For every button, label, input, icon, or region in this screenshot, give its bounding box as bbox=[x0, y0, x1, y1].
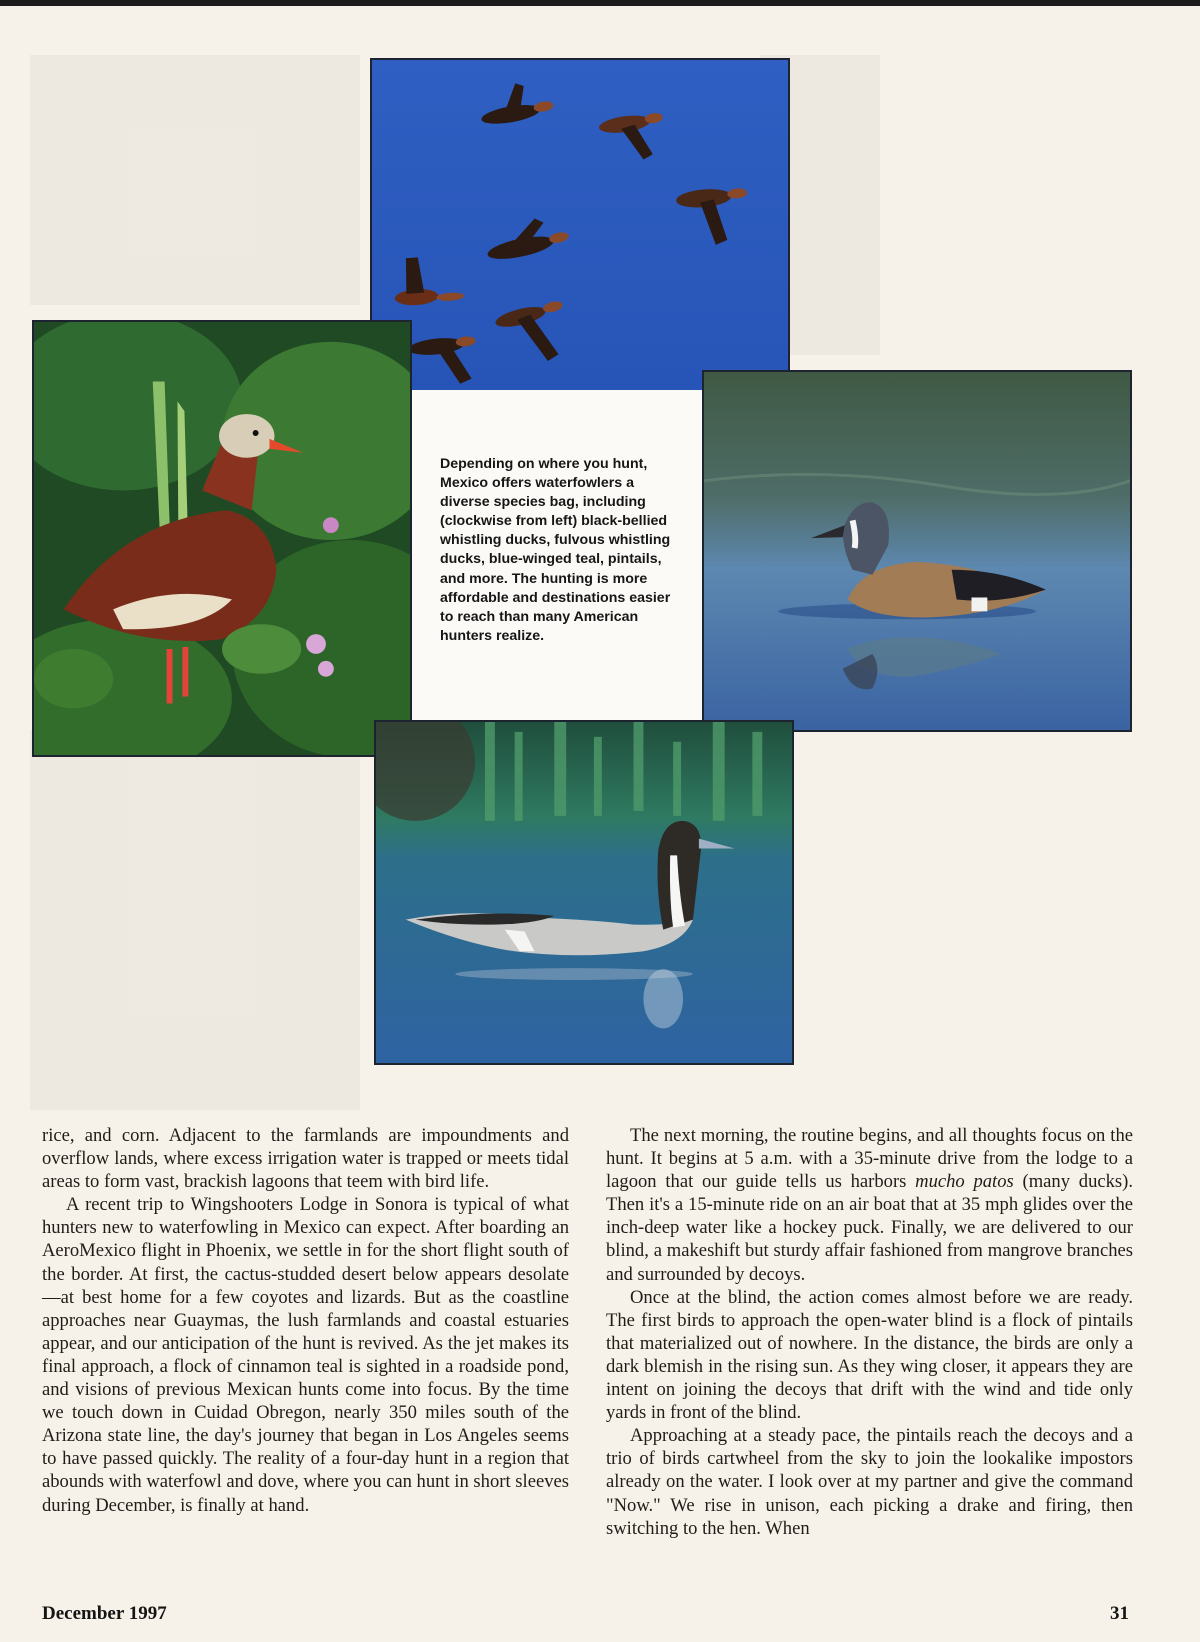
blue-winged-teal-image bbox=[704, 372, 1130, 730]
footer-date: December 1997 bbox=[42, 1603, 167, 1624]
photo-caption: Depending on where you hunt, Mexico offers waterfowlers a diverse species bag, including (clockwise from left) black-bellied whistling ducks, fulvous whistling ducks, blue-winged teal, pintails, and more. The hunting is more affordable and destinations easier to reach than many American hunters realize. bbox=[440, 456, 671, 644]
text-run: The next morning, the routine begins, and all thoughts focus on the hunt. It begins at 5 a.m. with a 35-minute drive from the lodge to a lagoon that our guide tells us harbors bbox=[606, 1125, 1133, 1193]
body-paragraph bbox=[606, 1124, 1133, 1286]
photo-fulvous-whistling-ducks bbox=[370, 58, 790, 393]
photo-black-bellied-whistling-duck bbox=[32, 320, 412, 757]
body-paragraph: Once at the blind, the action comes almost before we are ready. The first birds to approach the open-water blind is a flock of pintails that materialized out of nowhere. In the distance, the birds are only a dark blemish in the rising sun. As they wing closer, it appears they are intent on joining the decoys that drift with the wind and tide only yards in front of the blind. bbox=[606, 1286, 1133, 1424]
body-column-right bbox=[606, 1124, 1133, 1540]
body-paragraph: Approaching at a steady pace, the pintails reach the decoys and a trio of birds cartwheel from the sky to join the lookalike impostors already on the water. I look over at my partner and give the command "Now." We rise in unison, each picking a drake and firing, then switching to the hen. When bbox=[606, 1425, 1133, 1539]
text-run: (many ducks). Then it's a 15-minute ride on an air boat that at 35 mph glides over the inch-deep water like a hockey puck. Finally, we are delivered to our blind, a makeshift but sturdy affair fashioned from mangrove branches and surrounded by decoys. bbox=[606, 1171, 1133, 1285]
body-paragraph: rice, and corn. Adjacent to the farmlands are impoundments and overflow lands, where excess irrigation water is trapped or meets tidal areas to form vast, brackish lagoons that teem with bird life. bbox=[42, 1125, 569, 1193]
page-number: 31 bbox=[1110, 1603, 1129, 1624]
black-bellied-duck-image bbox=[34, 322, 410, 755]
bleed-through-text bbox=[30, 55, 360, 305]
scan-top-edge bbox=[0, 0, 1200, 6]
photo-pintail bbox=[374, 720, 794, 1065]
photo-blue-winged-teal bbox=[702, 370, 1132, 732]
pintail-image bbox=[376, 722, 792, 1063]
fulvous-ducks-flight-image bbox=[372, 60, 788, 391]
body-paragraph: A recent trip to Wingshooters Lodge in Sonora is typical of what hunters new to waterfowling in Mexico can expect. After boarding an AeroMexico flight in Phoenix, we settle in for the short flight south of the border. At first, the cactus-studded desert below appears desolate—at best home for a few coyotes and lizards. But as the coastline approaches near Guaymas, the lush farmlands and coastal estuaries appear, and our anticipation of the hunt is revived. As the jet makes its final approach, a flock of cinnamon teal is sighted in a roadside pond, and visions of previous Mexican hunts come into focus. By the time we touch down in Cuidad Obregon, nearly 350 miles south of the Arizona state line, the day's journey that began in Los Angeles seems to have passed quickly. The reality of a four-day hunt in a region that abounds with waterfowl and dove, where you can hunt in short sleeves during December, is finally at hand. bbox=[42, 1194, 569, 1516]
body-column-left bbox=[42, 1124, 569, 1517]
italic-text: mucho patos bbox=[915, 1171, 1014, 1193]
bleed-through-text bbox=[30, 730, 360, 1110]
